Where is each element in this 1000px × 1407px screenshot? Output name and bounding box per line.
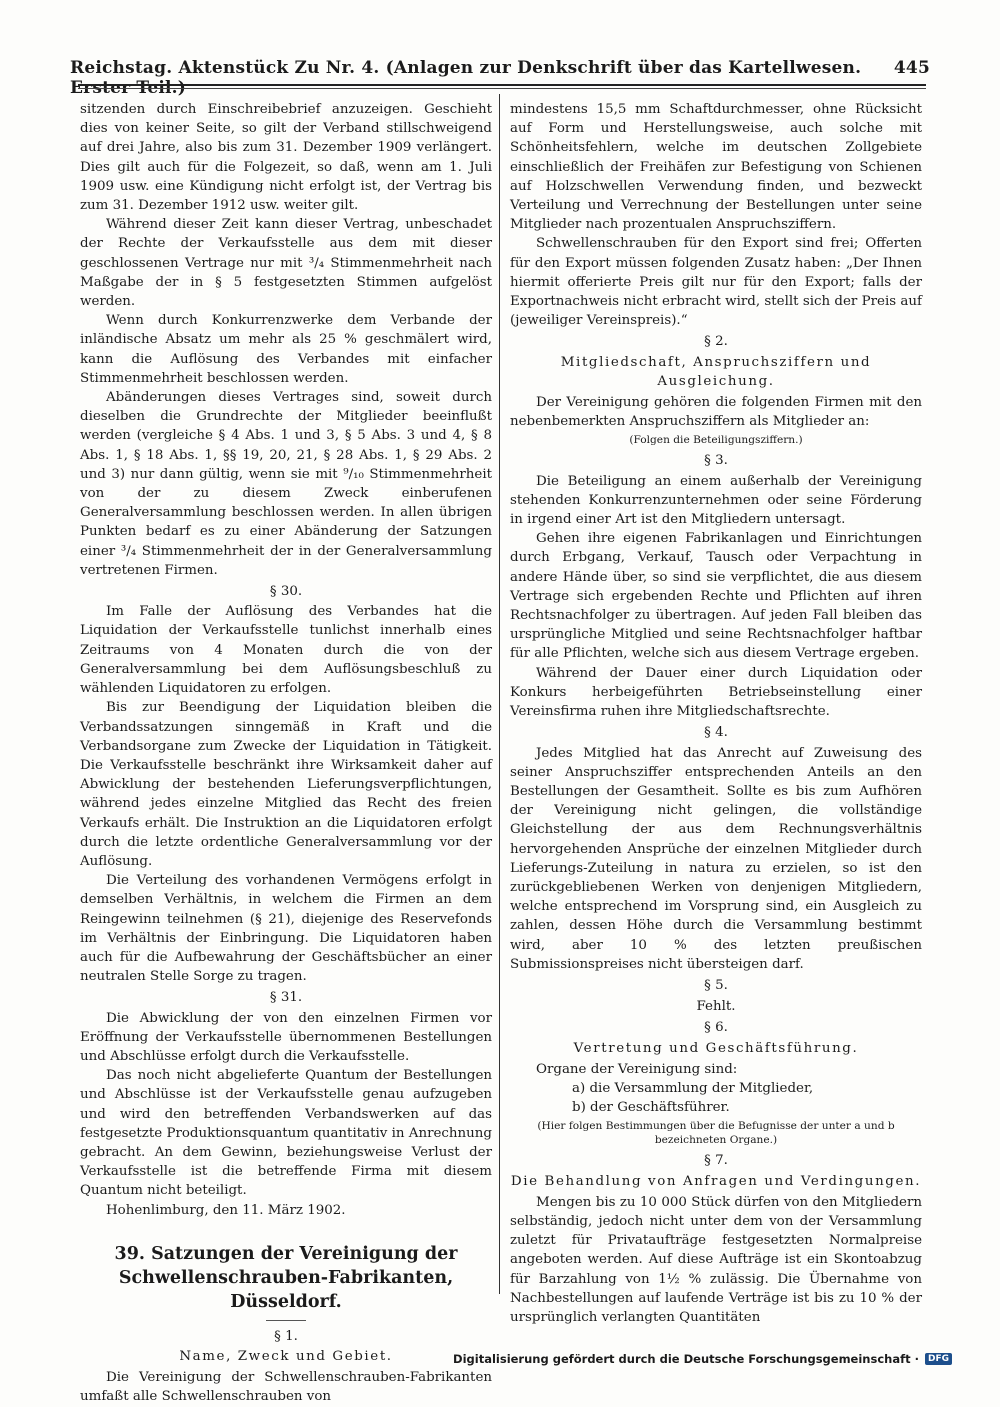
date-line: Hohenlimburg, den 11. März 1902.	[106, 1202, 346, 1218]
left-column	[80, 100, 492, 1407]
header-rule	[78, 84, 926, 86]
section-heading: § 31.	[269, 990, 303, 1006]
list-item: a) die Versammlung der Mitglieder,	[572, 1080, 814, 1096]
paragraph: Gehen ihre eigenen Fabrikanlagen und Einrichtungen durch Erbgang, Verkauf, Tausch oder Verpachtung in andere Hände über, so sind sie verpflichtet, die aus diesem Vertrage sich ergebenden Rechte und Pflichten auf ihren Rechtsnachfolger zu übertragen. Auf jeden Fall bleiben das ursprüngliche Mitglied und seine Rechtsnachfolger haftbar für alle Pflichten, welche sich aus diesem Vertrage ergeben.	[510, 531, 922, 662]
section-heading: § 4.	[704, 725, 728, 741]
paragraph: Während der Dauer einer durch Liquidation oder Konkurs herbeigeführten Betriebseinstellung einer Vereinsfirma ruhen ihre Mitgliedschaftsrechte.	[510, 665, 922, 720]
paragraph: Die Beteiligung an einem außerhalb der Vereinigung stehenden Konkurrenzunternehmen oder seine Förderung in irgend einer Art ist den Mitgliedern untersagt.	[510, 473, 922, 528]
right-column	[510, 100, 922, 1327]
paragraph: Der Vereinigung gehören die folgenden Firmen mit den nebenbemerkten Anspruchsziffern als Mitglieder an:	[510, 395, 922, 430]
section-heading: § 2.	[704, 334, 728, 350]
section-heading: § 3.	[704, 453, 728, 469]
section-subheading: Name, Zweck und Gebiet.	[179, 1348, 393, 1364]
page-number: 445	[893, 58, 930, 78]
paragraph: Schwellenschrauben für den Export sind frei; Offerten für den Export müssen folgenden Zusatz haben: „Der Ihnen hiermit offerierte Preis gilt nur für den Export; falls der Exportnachweis nicht erbracht wird, stellt sich der Preis auf (jeweiliger Vereinspreis).“	[510, 236, 922, 329]
section-heading: § 30.	[269, 584, 303, 600]
section-subheading: Vertretung und Geschäftsführung.	[573, 1040, 859, 1056]
section-subheading: Mitgliedschaft, Anspruchsziffern und Ausgleichung.	[560, 354, 872, 389]
paragraph: Wenn durch Konkurrenzwerke dem Verbande der inländische Absatz um mehr als 25 % geschmälert wird, kann die Auflösung des Verbandes mit einfacher Stimmenmehrheit beschlossen werden.	[80, 313, 492, 386]
paragraph: Während dieser Zeit kann dieser Vertrag, unbeschadet der Rechte der Verkaufsstelle aus dem mit dieser geschlossenen Vertrage nur mit ³/₄ Stimmenmehrheit nach Maßgabe der in § 5 festgesetzten Stimmen aufgelöst werden.	[80, 217, 492, 310]
paragraph: Die Vereinigung der Schwellenschrauben-Fabrikanten umfaßt alle Schwellenschrauben von	[80, 1370, 492, 1405]
paragraph: Die Abwicklung der von den einzelnen Firmen vor Eröffnung der Verkaufsstelle übernommenen Bestellungen und Abschlüsse erfolgt durch die Verkaufsstelle.	[80, 1010, 492, 1064]
section-heading: § 6.	[704, 1020, 728, 1036]
paragraph: mindestens 15,5 mm Schaftdurchmesser, ohne Rücksicht auf Form und Herstellungsweise, auch solche mit Schönheitsfehlern, welche im deutschen Zollgebiete einschließlich der Freihäfen zur Befestigung von Schienen auf Holzschwellen Verwendung finden, und bezweckt Verteilung und Verrechnung der Bestellungen unter seine Mitglieder nach prozentualen Anspruchsziffern.	[510, 102, 922, 233]
paragraph: sitzenden durch Einschreibebrief anzuzeigen. Geschieht dies von keiner Seite, so gilt der Verband stillschweigend auf drei Jahre, also bis zum 31. Dezember 1909 verlängert. Dies gilt auch für die Folgezeit, so daß, wenn am 1. Juli 1909 usw. eine Kündigung nicht erfolgt ist, der Vertrag bis zum 31. Dezember 1912 usw. weiter gilt.	[80, 102, 492, 214]
paragraph: Bis zur Beendigung der Liquidation bleiben die Verbandssatzungen sinngemäß in Kraft und die Verbandsorgane zum Zwecke der Liquidation in Tätigkeit. Die Verkaufsstelle beschränkt ihre Wirksamkeit daher auf Abwicklung der bestehenden Lieferungsverpflichtungen, während jedes einzelne Mitglied das Recht des freien Verkaufs erhält. Die Instruktion an die Liquidatoren erfolgt durch die letzte ordentliche Generalversammlung vor der Auflösung.	[80, 700, 492, 869]
paragraph: Das noch nicht abgelieferte Quantum der Bestellungen und Abschlüsse ist der Verkaufsstelle genau aufzugeben und wird den betreffenden Verbandswerken auf das festgesetzte Produktionsquantum quantitativ in Anrechnung gebracht. An dem Gewinn, beziehungsweise Verlust der Verkaufsstelle ist die betreffende Firma mit diesem Quantum nicht beteiligt.	[80, 1068, 492, 1199]
paragraph: Mengen bis zu 10 000 Stück dürfen von den Mitgliedern selbständig, jedoch nicht unter dem von der Versammlung zuletzt für Privataufträge festgesetzten Normalpreise angeboten werden. Auf diese Aufträge ist ein Skontoabzug für Barzahlung von 1½ % zulässig. Die Übernahme von Nachbestellungen auf laufende Verträge ist bis zu 10 % der ursprünglich verlangten Quantitäten	[510, 1194, 922, 1325]
section-text: Fehlt.	[696, 999, 736, 1015]
editorial-note: (Hier folgen Bestimmungen über die Befugnisse der unter a und b bezeichneten Organe.)	[537, 1120, 895, 1147]
section-heading: § 7.	[704, 1153, 728, 1169]
section-heading: § 1.	[274, 1328, 298, 1344]
paragraph: Im Falle der Auflösung des Verbandes hat die Liquidation der Verkaufsstelle tunlichst innerhalb eines Zeitraums von 4 Monaten durch die von der Generalversammlung bei dem Auflösungsbeschluß zu wählenden Liquidatoren zu erfolgen.	[80, 604, 492, 697]
section-subheading: Die Behandlung von Anfragen und Verdingungen.	[510, 1173, 922, 1189]
running-title: Reichstag. Aktenstück Zu Nr. 4. (Anlagen zur Denkschrift über das Kartellwesen. Erster Teil.)	[70, 58, 862, 98]
footer-text: Digitalisierung gefördert durch die Deutsche Forschungsgemeinschaft ·	[453, 1352, 919, 1366]
editorial-note: (Folgen die Beteiligungsziffern.)	[629, 434, 803, 447]
footer-credit	[453, 1352, 952, 1366]
title-rule	[266, 1320, 306, 1321]
column-divider	[499, 94, 500, 1294]
page-header	[70, 58, 930, 98]
paragraph: Die Verteilung des vorhandenen Vermögens erfolgt in demselben Verhältnis, in welchem die Firmen an dem Reingewinn teilnehmen (§ 21), diejenige des Reservefonds im Verhältnis der Einbringung. Die Liquidatoren haben auch für die Aufbewahrung der Geschäftsbücher an einer neutralen Stelle Sorge zu tragen.	[80, 873, 492, 985]
section-heading: § 5.	[704, 977, 728, 993]
header-rule-thin	[78, 88, 926, 89]
dfg-logo: DFG	[925, 1353, 952, 1365]
paragraph: Organe der Vereinigung sind:	[536, 1061, 738, 1077]
paragraph: Abänderungen dieses Vertrages sind, soweit durch dieselben die Grundrechte der Mitglieder beeinflußt werden (vergleiche § 4 Abs. 1 und 3, § 5 Abs. 3 und 4, § 8 Abs. 1, § 18 Abs. 1, §§ 19, 20, 21, § 28 Abs. 1, § 29 Abs. 2 und 3) nur dann gültig, wenn sie mit ⁹/₁₀ Stimmenmehrheit von der zu diesem Zweck einberufenen Generalversammlung beschlossen werden. In allen übrigen Punkten bedarf es zu einer Abänderung der Satzungen einer ³/₄ Stimmenmehrheit der in der Generalversammlung vertretenen Firmen.	[80, 390, 492, 578]
paragraph: Jedes Mitglied hat das Anrecht auf Zuweisung des seiner Anspruchsziffer entsprechenden Anteils an den Bestellungen der Gesamtheit. Sollte es bis zum Aufhören der Vereinigung nicht gelingen, die vollständige Gleichstellung der aus dem Rechnungsverhältnis hervorgehenden Ansprüche der einzelnen Mitglieder durch Lieferungs-Zuteilung in natura zu erzielen, so ist den zurückgebliebenen Werken von denjenigen Mitgliedern, welche entsprechend im Vorsprung sind, ein Ausgleich zu zahlen, dessen Höhe durch die Versammlung bestimmt wird, aber 10 % des letzten preußischen Submissionspreises nicht übersteigen darf.	[510, 745, 922, 972]
document-title: 39. Satzungen der Vereinigung der Schwellenschrauben-Fabrikanten, Düsseldorf.	[114, 1243, 458, 1312]
list-item: b) der Geschäftsführer.	[572, 1100, 730, 1116]
